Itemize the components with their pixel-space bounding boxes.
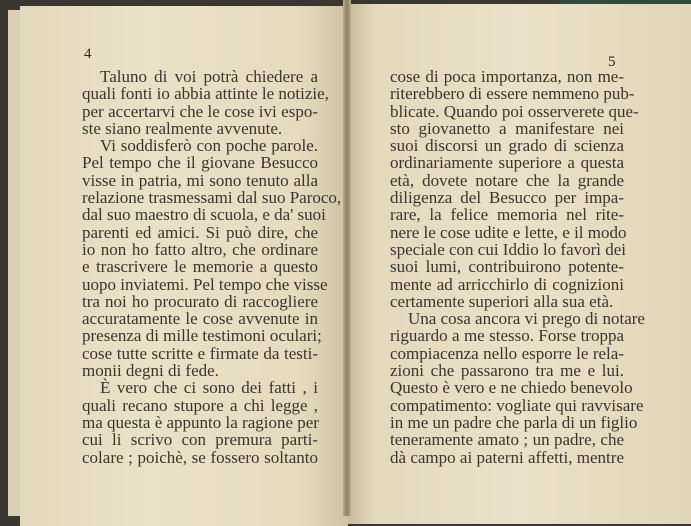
text-line: teneramente amato ; un padre, che <box>390 430 624 450</box>
text-line: Taluno di voi potrà chiedere a <box>100 67 318 86</box>
text-line: cui li scrivo con premura parti- <box>82 430 318 450</box>
text-line: mente ad arricchirlo di cognizioni <box>390 274 624 294</box>
text-line: relazione trasmessami dal suo Paroco, <box>82 188 342 208</box>
text-line: sto giovanetto a manifestare nei <box>390 118 624 138</box>
text-line: ma questa è appunto la ragione per <box>82 412 319 432</box>
text-line: speciale con cui Iddio lo favorì dei <box>390 239 627 259</box>
text-line: cose di poca importanza, non me- <box>390 67 624 86</box>
text-line: riterebbero di essere nemmeno pub- <box>390 84 635 104</box>
text-line: Questo è vero e ne chiedo benevolo <box>390 378 633 398</box>
text-line: compatimento: vogliate qui ravvisare <box>390 395 644 415</box>
text-line: nere le cose udite e lette, e il modo <box>390 222 627 242</box>
text-line: Vi soddisferò con poche parole. <box>100 136 318 156</box>
text-line: quali recano stupore a chi legge , <box>82 395 318 415</box>
text-line: ste siano realmente avvenute. <box>82 118 283 138</box>
text-line: colare ; poichè, se fossero soltanto <box>82 447 318 467</box>
text-line: riguardo a me stesso. Forse troppa <box>390 326 624 346</box>
text-line: cose tutte scritte e firmate da testi- <box>82 343 318 363</box>
text-line: dal suo maestro di scuola, e da' suoi <box>82 205 326 225</box>
text-line: accuratamente le cose avvenute in <box>82 309 318 329</box>
text-line: È vero che ci sono dei fatti , i <box>100 378 318 398</box>
text-line: certamente superiori alla sua età. <box>390 291 614 311</box>
text-line: io non ho fatto altro, che ordinare <box>82 239 318 259</box>
text-line: rare, la felice memoria nel rite- <box>390 205 624 225</box>
right-page-text <box>390 67 645 467</box>
text-line: in me un padre che parla di un figlio <box>390 412 638 432</box>
text-line: suoi discorsi un grado di scienza <box>390 136 624 156</box>
text-line: visse in patria, mi sono tenuto alla <box>82 170 318 190</box>
text-line: blicate. Quando poi osserverete que- <box>390 101 639 121</box>
text-line: suoi lumi, contribuirono potente- <box>390 257 624 277</box>
left-page-text <box>82 67 342 467</box>
text-line: ordinariamente superiore a questa <box>390 153 624 173</box>
text-line: uopo inviatemi. Pel tempo che visse <box>82 274 328 294</box>
text-line: per accertarvi che le cose ivi espo- <box>82 101 318 121</box>
text-line: quali fonti io abbia attinte le notizie, <box>82 84 329 104</box>
text-line: Una cosa ancora vi prego di notare <box>408 309 645 329</box>
text-line: presenza di mille testimoni oculari; <box>82 326 322 346</box>
text-line: compiacenza nello esporre le rela- <box>390 343 624 363</box>
text-line: tra noi ho procurato di raccogliere <box>82 291 318 311</box>
text-line: diligenza del Besucco per impa- <box>390 188 624 208</box>
text-line: Pel tempo che il giovane Besucco <box>82 153 318 173</box>
text-line: dà campo ai paterni affetti, mentre <box>390 447 624 467</box>
text-line: zioni che passarono tra me e lui. <box>390 361 624 381</box>
text-line: monii degni di fede. <box>82 361 219 381</box>
text-line: parenti ed amici. Si può dire, che <box>82 222 318 242</box>
book-gutter <box>343 0 351 516</box>
text-line: e trascrivere le memorie a questo <box>82 257 318 277</box>
right-page-number: 5 <box>608 54 616 70</box>
text-line: età, dovete notare che la grande <box>390 170 624 190</box>
left-page-number: 4 <box>84 46 92 62</box>
